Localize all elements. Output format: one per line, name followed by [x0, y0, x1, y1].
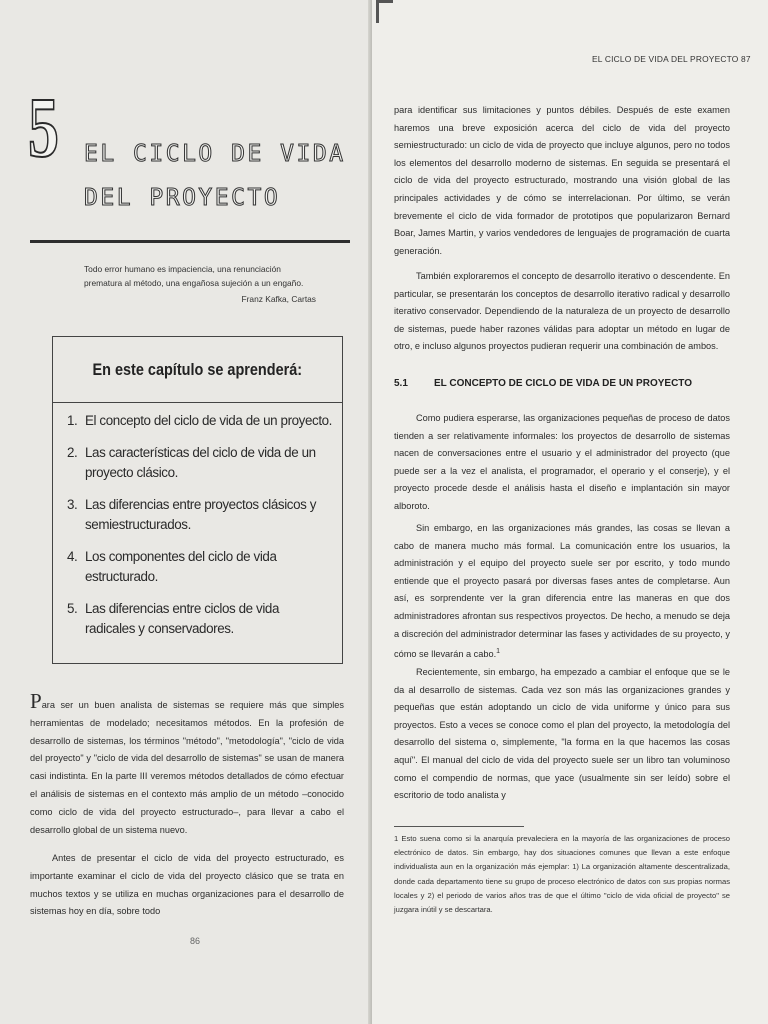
learning-objectives-header — [53, 337, 342, 403]
objective-text: Las características del ciclo de vida de un proyecto clásico. — [85, 445, 316, 480]
objective-item — [67, 547, 332, 587]
epigraph: Todo error humano es impaciencia, una renunciación prematura al método, una engañosa sujeción a un engaño. — [84, 264, 304, 288]
objective-text: El concepto del ciclo de vida de un proyecto. — [85, 413, 333, 428]
objective-number: 1. — [67, 413, 78, 428]
body-paragraph: Como pudiera esperarse, las organizaciones pequeñas de proceso de datos tienden a ser relativamente informales: los proyectos de desarrollo de sistemas nacen de conversaciones entre el usuario y el administrador del proyecto (que puede ser a la vez el analista, el programador, el operario y el conserje), y el proyecto procede desde el análisis hasta el diseño e implantación sin mayor alboroto. — [394, 413, 730, 511]
objective-item — [67, 443, 332, 483]
learning-objectives-box — [52, 336, 343, 664]
objective-text: Las diferencias entre proyectos clásicos y semiestructurados. — [85, 497, 317, 532]
corner-mark — [376, 0, 393, 23]
left-page — [0, 0, 372, 1024]
chapter-title: EL CICLO DE VIDA DEL PROYECTO — [84, 141, 346, 211]
objective-number: 5. — [67, 601, 78, 616]
body-paragraph: Recientemente, sin embargo, ha empezado a cambiar el enfoque que se le da al desarrollo de sistemas. Cada vez son más las organizaciones grandes y pequeñas que están adoptando un ciclo de vida uniforme y único para sus proyectos. Esto a veces se conoce como el plan del proyecto, la metodología del desarrollo del sistema o, simplemente, "la forma en la que hacemos las cosas aquí". El manual del ciclo de vida del proyecto suele ser un libro tan voluminoso como el compendio de normas, que yace (usualmente sin ser leído) sobre el escritorio de todo analista y — [394, 667, 730, 801]
chapter-number: 5 — [28, 79, 59, 175]
objective-item — [67, 411, 332, 431]
intro-text: ara ser un buen analista de sistemas se requiere más que simples herramientas de modelado; necesitamos métodos. En la profesión de desarrollo de sistemas, los términos "método", "metodología", "ciclo de vida del proyecto" y "ciclo de vida del desarrollo de sistemas" se usan de manera casi indistinta. En la parte III veremos métodos detallados de cómo efectuar el análisis de sistemas en el contexto más amplio de un método –conocido como ciclo de vida del proyecto estructurado–, para llevar a cabo el desarrollo global de un sistema nuevo. — [30, 700, 344, 835]
objective-text: Los componentes del ciclo de vida estructurado. — [85, 549, 277, 584]
objective-text: Las diferencias entre ciclos de vida radicales y conservadores. — [85, 601, 280, 636]
objective-item — [67, 495, 332, 535]
footnote-marker: 1 — [496, 648, 501, 656]
objective-item — [67, 599, 332, 639]
objective-number: 4. — [67, 549, 78, 564]
epigraph-source: Franz Kafka, Cartas — [241, 294, 316, 304]
section-heading — [394, 378, 692, 389]
running-head: EL CICLO DE VIDA DEL PROYECTO 87 — [592, 54, 751, 64]
objective-number: 3. — [67, 497, 78, 512]
footnote: 1 Esto suena como si la anarquía prevaleciera en la mayoría de las organizaciones de proceso electrónico de datos. Sin embargo, hay dos situaciones comunes que llevan a este enfoque individualista aun en la organización más ejemplar: 1) La organización altamente descentralizada, donde cada departamento tiene su grupo de proceso electrónico de datos con sus propias normas locales y 2) el periodo de varios años tras de que el último "ciclo de vida oficial de proyecto" se juzgara inútil y se descartara. — [394, 834, 730, 915]
page-number-left: 86 — [190, 936, 201, 946]
learning-objectives-heading: En este capítulo se aprenderá: — [92, 359, 303, 379]
learning-objectives-list — [53, 403, 342, 639]
objective-number: 2. — [67, 445, 78, 460]
body-paragraph: para identificar sus limitaciones y puntos débiles. Después de este examen haremos una breve exposición acerca del ciclo de vida del proyecto semiestructurado: un ciclo de vida de proyecto que incluye algunos, pero no todos los elementos del desarrollo moderno de sistemas. En seguida se presentará el ciclo de vida del proyecto estructurado, mostrando una visión global de las principales actividades y de cómo se interrelacionan. Por último, se verán brevemente el ciclo de vida formador de prototipos que popularizaron Bernard Boar, James Martin, y varios vendedores de lenguajes de programación de cuarta generación. — [394, 105, 730, 256]
body-paragraph: Antes de presentar el ciclo de vida del proyecto estructurado, es importante examinar el ciclo de vida del proyecto clásico que se trata en muchos textos y se utiliza en muchas organizaciones para el desarrollo de sistemas hoy en día, sobre todo — [30, 853, 344, 917]
body-paragraph — [394, 520, 730, 664]
title-rule — [30, 240, 350, 243]
section-number: 5.1 — [394, 378, 408, 389]
paragraph-text: Sin embargo, en las organizaciones más grandes, las cosas se llevan a cabo de manera mucho más formal. La comunicación entre los usuarios, la administración y el equipo del proyecto suele ser por escrito, y todo mundo entiende que el proyecto pasará por diversas fases antes de completarse. Aun así, es sorprendente ver la gran diferencia entre las maneras en que dos administradores afrontan sus respectivos proyectos. De hecho, a menudo se deja a discreción del administrador determinar las fases y actividades de su proyecto, y cómo se llevarán a cabo. — [394, 523, 730, 660]
section-title: EL CONCEPTO DE CICLO DE VIDA DE UN PROYECTO — [434, 378, 692, 389]
intro-paragraph — [30, 689, 344, 839]
body-paragraph: También exploraremos el concepto de desarrollo iterativo o descendente. En particular, se presentarán los conceptos de desarrollo iterativo radical y desarrollo iterativo conservador. Dependiendo de la naturaleza de un proyecto de desarrollo de sistemas, puede haber razones válidas para adoptar un método en lugar de otro, e incluso algunos proyectos pudieran requerir una combinación de ambos. — [394, 271, 730, 352]
drop-cap: P — [30, 689, 42, 713]
footnote-rule — [394, 826, 524, 827]
